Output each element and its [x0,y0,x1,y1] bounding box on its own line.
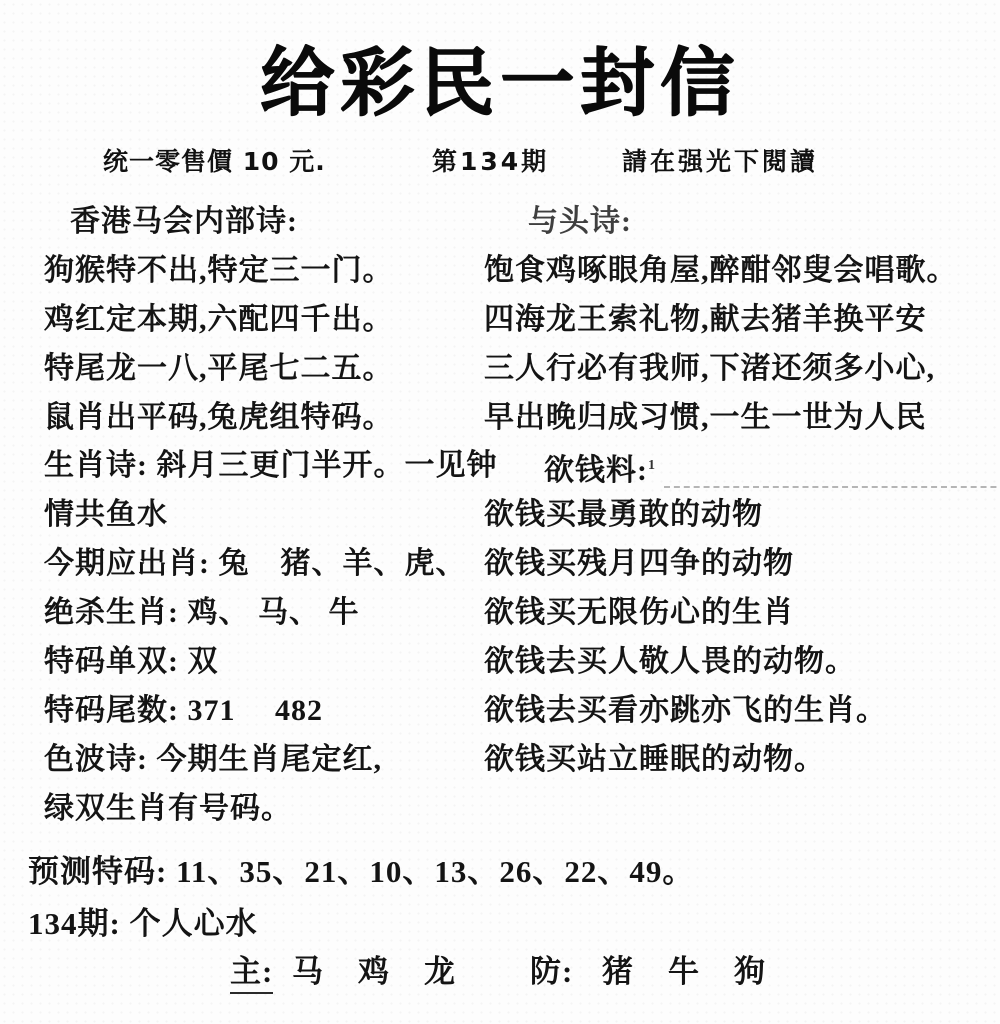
right-column-heading: 与头诗: [528,205,632,238]
main-label: 主: [230,946,273,994]
poem-line: 特尾龙一八,平尾七二五。 [44,351,394,385]
poem-line: 鸡红定本期,六配四千出。 [44,302,394,336]
guard-zodiac-values: 猪 牛 狗 [602,954,767,989]
poem-line: 鼠肖出平码,兔虎组特码。 [44,400,394,434]
poem-line: 早出晚归成习惯,一生一世为人民 [484,400,927,434]
issue-number: 第134期 [432,147,550,176]
zodiac-poem-line: 情共鱼水 [44,498,168,532]
main-zodiac-values: 马 鸡 龙 [292,954,457,989]
yuqian-line: 欲钱买最勇敢的动物 [484,498,763,532]
poem-line: 四海龙王索礼物,献去猪羊换平安 [484,302,927,336]
page-title: 给彩民一封信 [260,40,740,126]
reading-notice: 請在强光下閱讀 [622,147,819,176]
ruled-line [664,486,1000,488]
yuqian-line: 欲钱去买看亦跳亦飞的生肖。 [484,693,887,727]
odd-even-line: 特码单双: 双 [44,645,219,679]
yuqian-line: 欲钱买无限伤心的生肖 [484,596,794,630]
predicted-special-numbers: 预测特码: 11、35、21、10、13、26、22、49。 [28,854,695,889]
guard-label: 防: [530,954,574,989]
yuqian-heading [484,442,984,491]
expected-zodiac-line: 今期应出肖: 兔 猪、羊、虎、 [44,547,467,581]
yuqian-line: 欲钱买残月四争的动物 [484,547,794,581]
personal-pick-line: 134期: 个人心水 [28,906,258,941]
yuqian-line: 欲钱去买人敬人畏的动物。 [484,645,856,679]
color-wave-line: 色波诗: 今期生肖尾定红, [44,742,382,776]
superscript-mark: 1 [648,458,656,474]
subheader [0,142,1000,182]
poem-line: 狗猴特不出,特定三一门。 [44,253,394,287]
poem-line: 饱食鸡啄眼角屋,醉酣邻叟会唱歌。 [484,253,958,287]
left-column [44,198,498,834]
poem-line: 三人行必有我师,下渚还须多小心, [484,351,935,385]
left-column-heading: 香港马会内部诗: [70,205,298,238]
yuqian-heading-label: 欲钱料: [544,454,648,488]
zodiac-poem-line: 生肖诗: 斜月三更门半开。一见钟 [44,449,498,483]
right-column [484,198,984,785]
yuqian-line: 欲钱买站立睡眠的动物。 [484,742,825,776]
color-wave-line: 绿双生肖有号码。 [44,791,292,825]
killed-zodiac-line: 绝杀生肖: 鸡、 马、 牛 [44,596,360,630]
retail-price: 统一零售價 10 元. [103,147,326,176]
tail-number-line: 特码尾数: 371 482 [44,693,323,727]
